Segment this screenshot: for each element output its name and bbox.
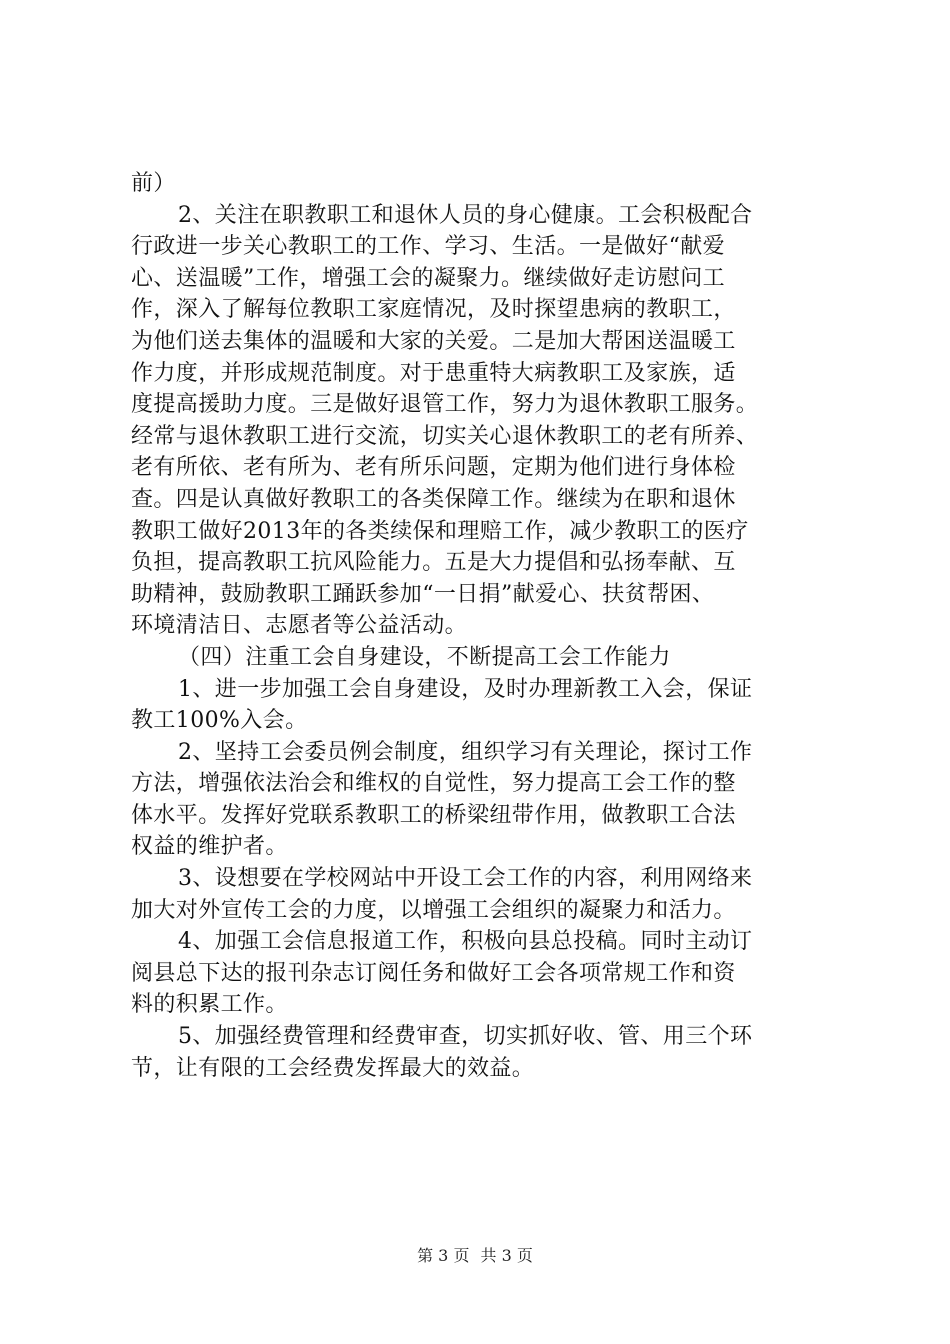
text-line: 为他们送去集体的温暖和大家的关爱。二是加大帮困送温暖工 xyxy=(131,328,736,354)
text-line: 作，深入了解每位教职工家庭情况，及时探望患病的教职工， xyxy=(131,297,736,323)
text-line: 经常与退休教职工进行交流，切实关心退休教职工的老有所养、 xyxy=(131,423,759,449)
page-footer xyxy=(0,1243,950,1266)
page-number-total: 共 3 页 xyxy=(480,1246,533,1265)
text-line: 环境清洁日、志愿者等公益活动。 xyxy=(131,613,468,639)
section-heading: （四）注重工会自身建设，不断提高工会工作能力 xyxy=(178,644,671,670)
paragraph-start-line: 2、关注在职教职工和退休人员的身心健康。工会积极配合 xyxy=(178,202,753,228)
text-line: 行政进一步关心教职工的工作、学习、生活。一是做好“献爱 xyxy=(131,234,726,260)
text-line: 查。四是认真做好教职工的各类保障工作。继续为在职和退休 xyxy=(131,486,736,512)
text-line: 阅县总下达的报刊杂志订阅任务和做好工会各项常规工作和资 xyxy=(131,960,736,986)
text-line: 教职工做好2013年的各类续保和理赔工作，减少教职工的医疗 xyxy=(131,518,749,544)
text-line: 度提高援助力度。三是做好退管工作，努力为退休教职工服务。 xyxy=(131,392,759,418)
text-line: 料的积累工作。 xyxy=(131,992,288,1018)
text-line: 作力度，并形成规范制度。对于患重特大病教职工及家族，适 xyxy=(131,360,736,386)
paragraph-start-line: 2、坚持工会委员例会制度，组织学习有关理论，探讨工作 xyxy=(178,739,753,765)
page-number-current: 第 3 页 xyxy=(417,1246,470,1265)
text-line: 老有所依、老有所为、老有所乐问题，定期为他们进行身体检 xyxy=(131,455,736,481)
text-line: 前） xyxy=(131,171,176,196)
paragraph-start-line: 4、加强工会信息报道工作，积极向县总投稿。同时主动订 xyxy=(178,929,753,955)
text-line: 体水平。发挥好党联系教职工的桥梁纽带作用，做教职工合法 xyxy=(131,802,736,828)
paragraph-start-line: 5、加强经费管理和经费审查，切实抓好收、管、用三个环 xyxy=(178,1024,753,1050)
text-line: 方法，增强依法治会和维权的自觉性，努力提高工会工作的整 xyxy=(131,771,736,797)
text-line: 节，让有限的工会经费发挥最大的效益。 xyxy=(131,1055,535,1081)
text-line: 教工100%入会。 xyxy=(131,708,308,734)
document-body xyxy=(131,168,831,1084)
text-line: 心、送温暖”工作，增强工会的凝聚力。继续做好走访慰问工 xyxy=(131,265,726,291)
paragraph-start-line: 1、进一步加强工会自身建设，及时办理新教工入会，保证 xyxy=(178,676,753,702)
text-line: 助精神，鼓励教职工踊跃参加“一日捐”献爱心、扶贫帮困、 xyxy=(131,581,715,607)
text-line: 加大对外宣传工会的力度，以增强工会组织的凝聚力和活力。 xyxy=(131,897,736,923)
paragraph-start-line: 3、设想要在学校网站中开设工会工作的内容，利用网络来 xyxy=(178,866,753,892)
text-line: 负担，提高教职工抗风险能力。五是大力提倡和弘扬奉献、互 xyxy=(131,550,736,576)
text-line: 权益的维护者。 xyxy=(131,834,288,860)
